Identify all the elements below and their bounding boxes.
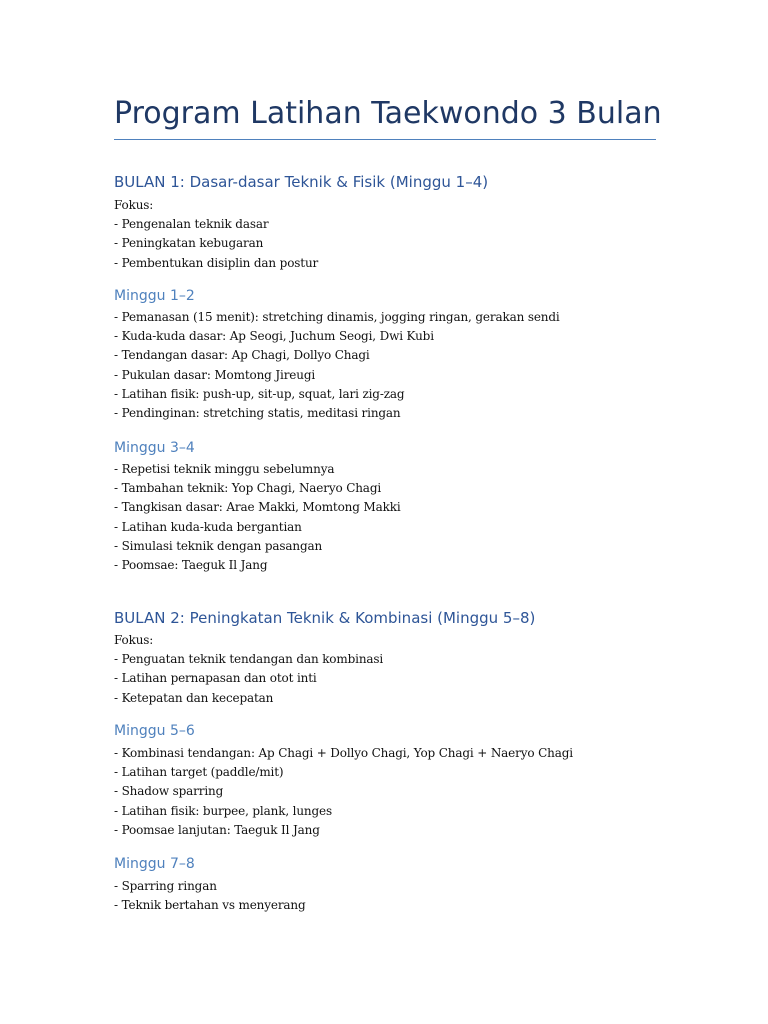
section-month-2 bbox=[114, 607, 656, 629]
list-item: - Tendangan dasar: Ap Chagi, Dollyo Chagi bbox=[114, 348, 370, 363]
list-item: - Kombinasi tendangan: Ap Chagi + Dollyo Chagi, Yop Chagi + Naeryo Chagi bbox=[114, 746, 573, 760]
list-item: - Repetisi teknik minggu sebelumnya bbox=[114, 462, 335, 476]
list-item: - Tambahan teknik: Yop Chagi, Naeryo Chagi bbox=[114, 481, 382, 496]
list-item: - Pendinginan: stretching statis, meditasi ringan bbox=[114, 406, 401, 421]
list-item: - Tangkisan dasar: Arae Makki, Momtong Makki bbox=[114, 500, 401, 515]
week-heading: Minggu 1–2 bbox=[114, 288, 195, 304]
week-heading: Minggu 3–4 bbox=[114, 440, 195, 456]
list-item: - Latihan kuda-kuda bergantian bbox=[114, 519, 302, 534]
focus-block-month-2 bbox=[114, 631, 656, 708]
list-item: - Latihan target (paddle/mit) bbox=[114, 765, 284, 780]
list-item: - Latihan pernapasan dan otot inti bbox=[114, 671, 317, 686]
list-item: - Teknik bertahan vs menyerang bbox=[114, 898, 306, 913]
week-list-3-4 bbox=[114, 460, 656, 575]
list-item: - Shadow sparring bbox=[114, 784, 224, 799]
section-month-1 bbox=[114, 171, 656, 193]
list-item: - Pukulan dasar: Momtong Jireugi bbox=[114, 367, 316, 382]
week-heading-7-8-block bbox=[114, 854, 656, 874]
list-item: - Kuda-kuda dasar: Ap Seogi, Juchum Seogi, Dwi Kubi bbox=[114, 329, 434, 344]
focus-block-month-1 bbox=[114, 196, 656, 273]
week-heading: Minggu 7–8 bbox=[114, 856, 195, 872]
list-item: - Simulasi teknik dengan pasangan bbox=[114, 538, 323, 553]
week-heading-5-6-block bbox=[114, 721, 656, 741]
list-item: - Latihan fisik: burpee, plank, lunges bbox=[114, 803, 332, 818]
list-item: - Latihan fisik: push-up, sit-up, squat, lari zig-zag bbox=[114, 386, 405, 401]
week-list-1-2 bbox=[114, 308, 656, 423]
week-list-5-6 bbox=[114, 744, 656, 840]
document-title: Program Latihan Taekwondo 3 Bulan bbox=[114, 96, 662, 131]
week-list-7-8 bbox=[114, 877, 656, 915]
focus-label: Fokus: bbox=[114, 198, 154, 212]
focus-label: Fokus: bbox=[114, 633, 154, 647]
list-item: - Pembentukan disiplin dan postur bbox=[114, 255, 319, 270]
title-underline bbox=[114, 139, 656, 140]
list-item: - Ketepatan dan kecepatan bbox=[114, 690, 274, 705]
week-heading-3-4-block bbox=[114, 438, 656, 458]
list-item: - Sparring ringan bbox=[114, 879, 217, 893]
list-item: - Poomsae: Taeguk Il Jang bbox=[114, 558, 268, 573]
list-item: - Poomsae lanjutan: Taeguk Il Jang bbox=[114, 822, 320, 837]
week-heading: Minggu 5–6 bbox=[114, 723, 195, 739]
list-item: - Pengenalan teknik dasar bbox=[114, 217, 269, 232]
section-heading: BULAN 1: Dasar-dasar Teknik & Fisik (Minggu 1–4) bbox=[114, 173, 489, 191]
week-heading-1-2-block bbox=[114, 286, 656, 306]
list-item: - Peningkatan kebugaran bbox=[114, 236, 264, 251]
section-heading: BULAN 2: Peningkatan Teknik & Kombinasi (Minggu 5–8) bbox=[114, 609, 536, 627]
list-item: - Penguatan teknik tendangan dan kombinasi bbox=[114, 652, 384, 667]
list-item: - Pemanasan (15 menit): stretching dinamis, jogging ringan, gerakan sendi bbox=[114, 310, 560, 324]
